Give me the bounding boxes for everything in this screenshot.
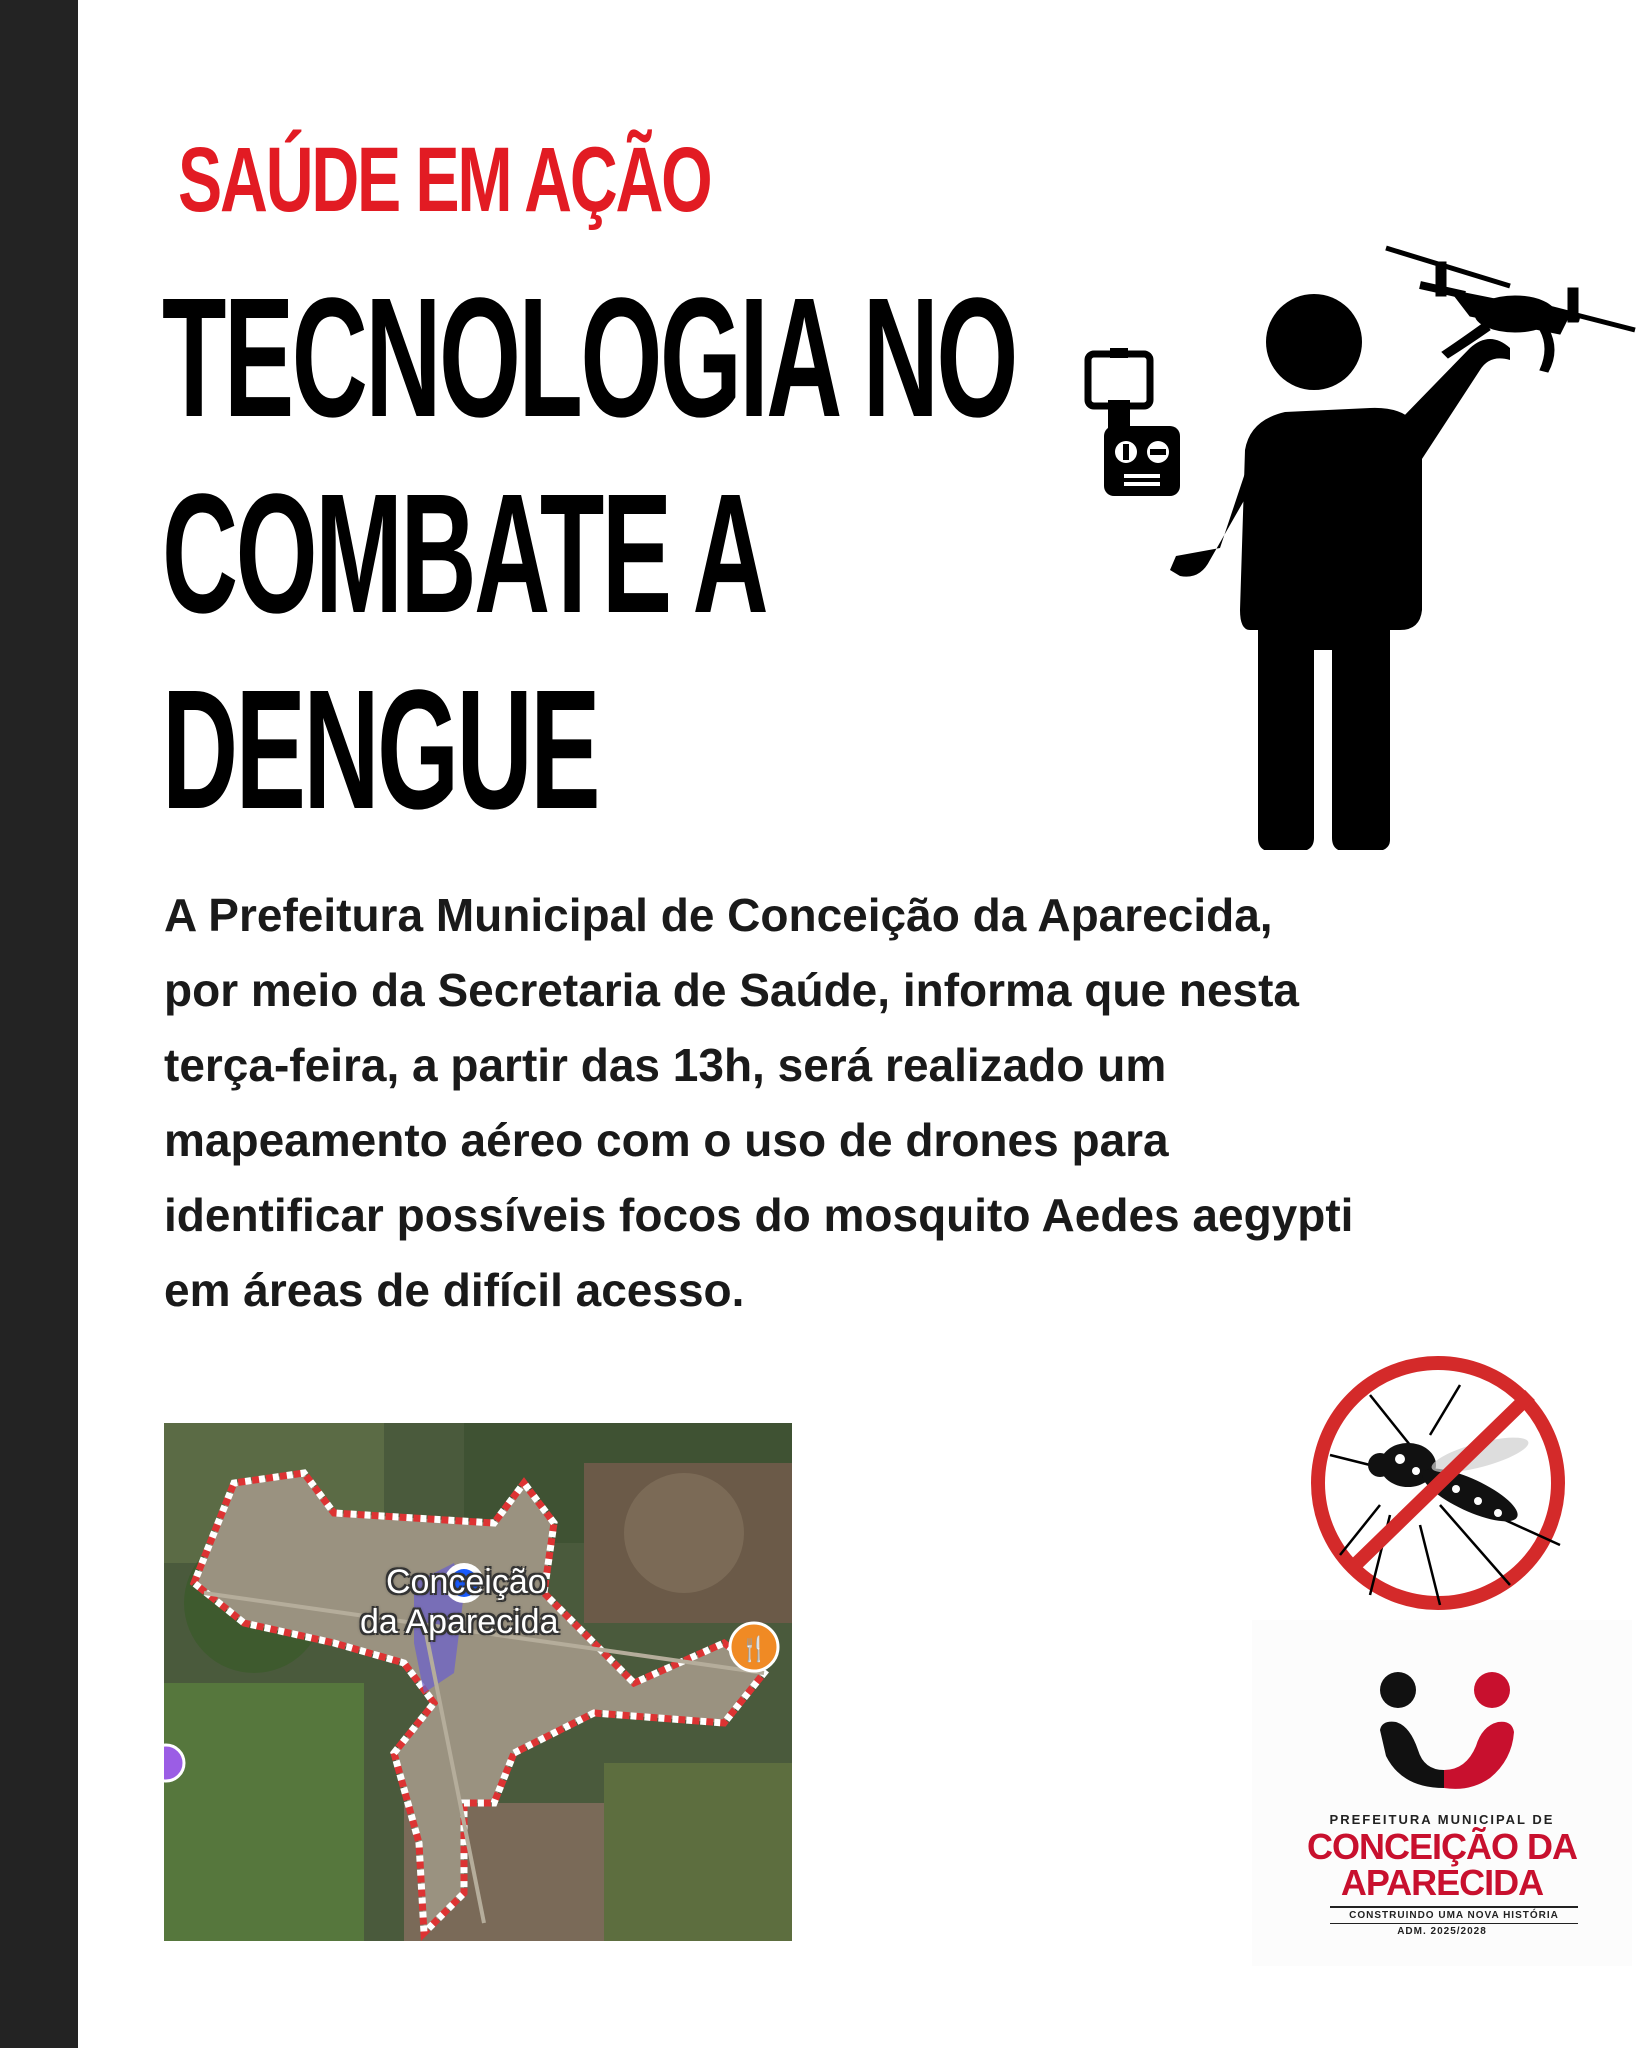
announcement-body: A Prefeitura Municipal de Conceição da Aparecida, por meio da Secretaria de Saúde, informa que nesta terça-feira, a partir das 13h, será realizado um mapeamento aéreo com o uso de drones para identificar possíveis focos do mosquito Aedes aegypti em áreas de difícil acesso. [164, 889, 1354, 1316]
svg-text:🍴: 🍴 [739, 1635, 769, 1663]
logo-prefecture-label: PREFEITURA MUNICIPAL DE [1329, 1812, 1555, 1827]
prefecture-logo [1252, 1620, 1632, 1966]
section-kicker: SAÚDE EM AÇÃO [178, 129, 711, 231]
headline-line-2: COMBATE A [162, 459, 767, 649]
headline-line-3: DENGUE [162, 655, 599, 845]
remote-controller-icon [1088, 348, 1180, 496]
left-dark-bar [0, 0, 78, 2048]
logo-administration: ADM. 2025/2028 [1397, 1926, 1487, 1937]
logo-mark-icon [1362, 1660, 1522, 1810]
map-label-line-1: Conceição [386, 1563, 547, 1601]
drone-icon [1386, 248, 1635, 372]
logo-slogan: CONSTRUINDO UMA NOVA HISTÓRIA [1330, 1906, 1578, 1924]
satellite-map [164, 1423, 792, 1941]
person-head-icon [1266, 294, 1362, 390]
headline-line-1: TECNOLOGIA NO [162, 263, 1016, 453]
map-label-line-2: da Aparecida [360, 1603, 559, 1641]
headline [162, 260, 1016, 848]
logo-city-line-1: CONCEIÇÃO DA [1306, 1826, 1577, 1867]
logo-city-line-2: APARECIDA [1340, 1862, 1544, 1903]
no-mosquito-icon [1310, 1355, 1600, 1615]
drone-operator-icon [1070, 230, 1638, 850]
